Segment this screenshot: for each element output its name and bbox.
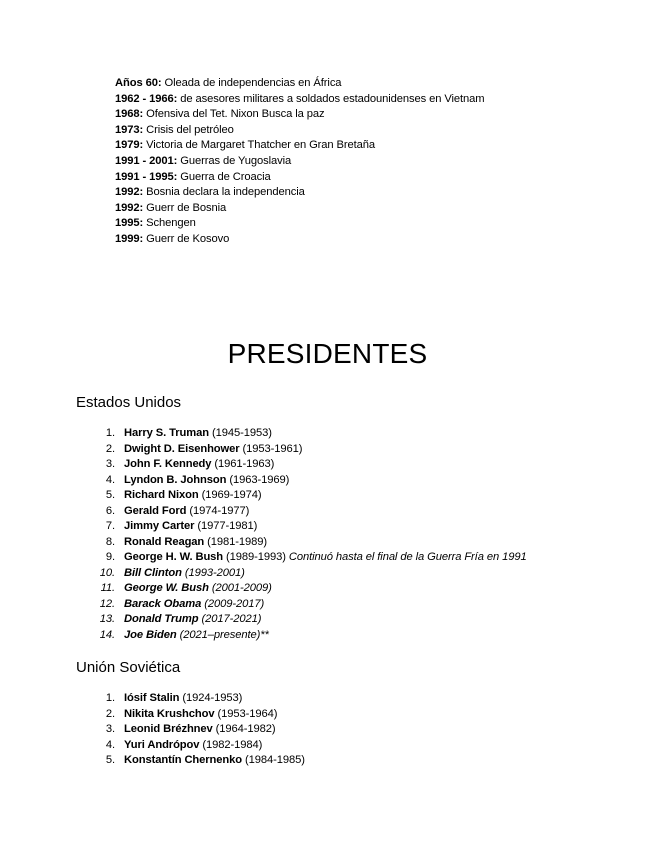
timeline-event: Schengen bbox=[143, 217, 196, 230]
timeline-event: de asesores militares a soldados estadounidenses en Vietnam bbox=[177, 92, 485, 105]
timeline-date: 1968: bbox=[115, 108, 144, 121]
timeline-event: Victoria de Margaret Thatcher en Gran Bretaña bbox=[143, 139, 376, 152]
president-name: George W. Bush bbox=[124, 582, 209, 594]
list-number: 11. bbox=[100, 582, 115, 594]
timeline-date: 1992: bbox=[115, 186, 144, 199]
leader-name: Iósif Stalin bbox=[124, 692, 180, 704]
president-name: Bill Clinton bbox=[124, 566, 182, 579]
timeline-item bbox=[115, 185, 484, 201]
president-name: George H. W. Bush bbox=[124, 551, 224, 563]
timeline-item bbox=[115, 232, 484, 248]
list-number: 13. bbox=[99, 613, 115, 625]
president-years: (2021–presente)** bbox=[176, 628, 269, 641]
list-number: 8. bbox=[105, 535, 115, 548]
leader-name: Konstantín Chernenko bbox=[124, 754, 242, 766]
ussr-leaders-list bbox=[84, 691, 305, 769]
timeline-date: 1962 - 1966: bbox=[115, 92, 178, 105]
president-name: Donald Trump bbox=[124, 613, 199, 625]
section-heading-usa: Estados Unidos bbox=[76, 394, 182, 411]
president-years: (1961-1963) bbox=[211, 458, 275, 470]
president-name: Dwight D. Eisenhower bbox=[124, 442, 240, 455]
president-years: (2017-2021) bbox=[198, 613, 262, 625]
leader-name: Yuri Andrópov bbox=[124, 738, 200, 751]
list-item bbox=[84, 535, 527, 551]
list-item bbox=[84, 612, 527, 628]
list-item bbox=[84, 504, 527, 520]
president-years: (1981-1989) bbox=[204, 535, 268, 548]
section-heading-ussr: Unión Soviética bbox=[76, 659, 181, 676]
timeline-date: 1991 - 1995: bbox=[115, 170, 178, 183]
timeline-date: 1991 - 2001: bbox=[115, 154, 178, 167]
president-name: Richard Nixon bbox=[124, 489, 199, 501]
timeline-date: 1973: bbox=[115, 123, 144, 136]
leader-years: (1953-1964) bbox=[214, 707, 278, 720]
president-name: Jimmy Carter bbox=[124, 520, 195, 532]
list-item bbox=[84, 457, 527, 473]
timeline-item bbox=[115, 92, 484, 108]
list-number: 5. bbox=[105, 754, 115, 766]
list-item bbox=[84, 566, 527, 582]
list-item bbox=[84, 426, 527, 442]
list-number: 5. bbox=[105, 489, 115, 501]
timeline-event: Ofensiva del Tet. Nixon Busca la paz bbox=[143, 108, 325, 121]
president-years: (1974-1977) bbox=[186, 504, 250, 517]
list-item bbox=[84, 628, 527, 644]
timeline-event: Guerra de Croacia bbox=[177, 170, 271, 183]
president-name: Harry S. Truman bbox=[124, 427, 209, 439]
list-item bbox=[84, 473, 527, 489]
list-number: 4. bbox=[105, 738, 115, 751]
president-years: (1969-1974) bbox=[198, 489, 262, 501]
leader-name: Leonid Brézhnev bbox=[124, 723, 213, 735]
list-item bbox=[84, 550, 527, 566]
list-item bbox=[84, 581, 527, 597]
president-years: (2009-2017) bbox=[201, 597, 265, 610]
timeline-event: Guerr de Kosovo bbox=[143, 232, 230, 245]
timeline-event: Guerr de Bosnia bbox=[143, 201, 227, 214]
list-item bbox=[84, 722, 305, 738]
timeline-date: Años 60: bbox=[115, 77, 162, 89]
list-number: 9. bbox=[105, 551, 115, 563]
list-number: 4. bbox=[105, 473, 115, 486]
list-item bbox=[84, 691, 305, 707]
list-number: 6. bbox=[105, 504, 115, 517]
timeline-event: Oleada de independencias en África bbox=[161, 77, 342, 89]
timeline-item bbox=[115, 201, 484, 217]
list-number: 2. bbox=[105, 442, 115, 455]
president-years: (1977-1981) bbox=[194, 520, 258, 532]
timeline-date: 1999: bbox=[115, 232, 144, 245]
timeline-item bbox=[115, 107, 484, 123]
timeline-item bbox=[115, 154, 484, 170]
timeline-event: Bosnia declara la independencia bbox=[143, 186, 305, 199]
president-name: Barack Obama bbox=[124, 597, 202, 610]
list-item bbox=[84, 488, 527, 504]
list-item bbox=[84, 753, 305, 769]
president-years: (1989-1993) bbox=[223, 551, 286, 563]
leader-years: (1982-1984) bbox=[199, 738, 263, 751]
list-number: 12. bbox=[99, 597, 115, 610]
page-title: PRESIDENTES bbox=[227, 338, 428, 369]
list-number: 3. bbox=[105, 458, 115, 470]
timeline-date: 1979: bbox=[115, 139, 144, 152]
timeline-item bbox=[115, 170, 484, 186]
timeline-event: Guerras de Yugoslavia bbox=[177, 154, 292, 167]
president-name: John F. Kennedy bbox=[124, 458, 212, 470]
list-number: 1. bbox=[105, 427, 115, 439]
president-years: (1993-2001) bbox=[181, 566, 245, 579]
president-years: (2001-2009) bbox=[208, 582, 272, 594]
president-name: Lyndon B. Johnson bbox=[124, 473, 227, 486]
president-years: (1953-1961) bbox=[239, 442, 303, 455]
list-item bbox=[84, 707, 305, 723]
timeline-list bbox=[115, 76, 484, 248]
president-name: Joe Biden bbox=[124, 628, 177, 641]
president-name: Gerald Ford bbox=[124, 504, 187, 517]
list-item bbox=[84, 442, 527, 458]
list-number: 7. bbox=[105, 520, 115, 532]
timeline-date: 1992: bbox=[115, 201, 144, 214]
timeline-item bbox=[115, 123, 484, 139]
usa-presidents-list bbox=[84, 426, 527, 643]
list-item bbox=[84, 738, 305, 754]
list-number: 1. bbox=[105, 692, 115, 704]
leader-years: (1964-1982) bbox=[212, 723, 276, 735]
president-note: Continuó hasta el final de la Guerra Fría en 1991 bbox=[285, 551, 527, 563]
timeline-item bbox=[115, 216, 484, 232]
president-years: (1945-1953) bbox=[208, 427, 272, 439]
leader-name: Nikita Krushchov bbox=[124, 707, 215, 720]
list-item bbox=[84, 519, 527, 535]
timeline-item bbox=[115, 138, 484, 154]
leader-years: (1984-1985) bbox=[242, 754, 305, 766]
timeline-event: Crisis del petróleo bbox=[143, 123, 234, 136]
list-number: 3. bbox=[105, 723, 115, 735]
list-item bbox=[84, 597, 527, 613]
list-number: 2. bbox=[105, 707, 115, 720]
leader-years: (1924-1953) bbox=[179, 692, 243, 704]
timeline-date: 1995: bbox=[115, 217, 144, 230]
timeline-item bbox=[115, 76, 484, 92]
president-name: Ronald Reagan bbox=[124, 535, 205, 548]
list-number: 14. bbox=[99, 628, 115, 641]
list-number: 10. bbox=[99, 566, 115, 579]
president-years: (1963-1969) bbox=[226, 473, 290, 486]
